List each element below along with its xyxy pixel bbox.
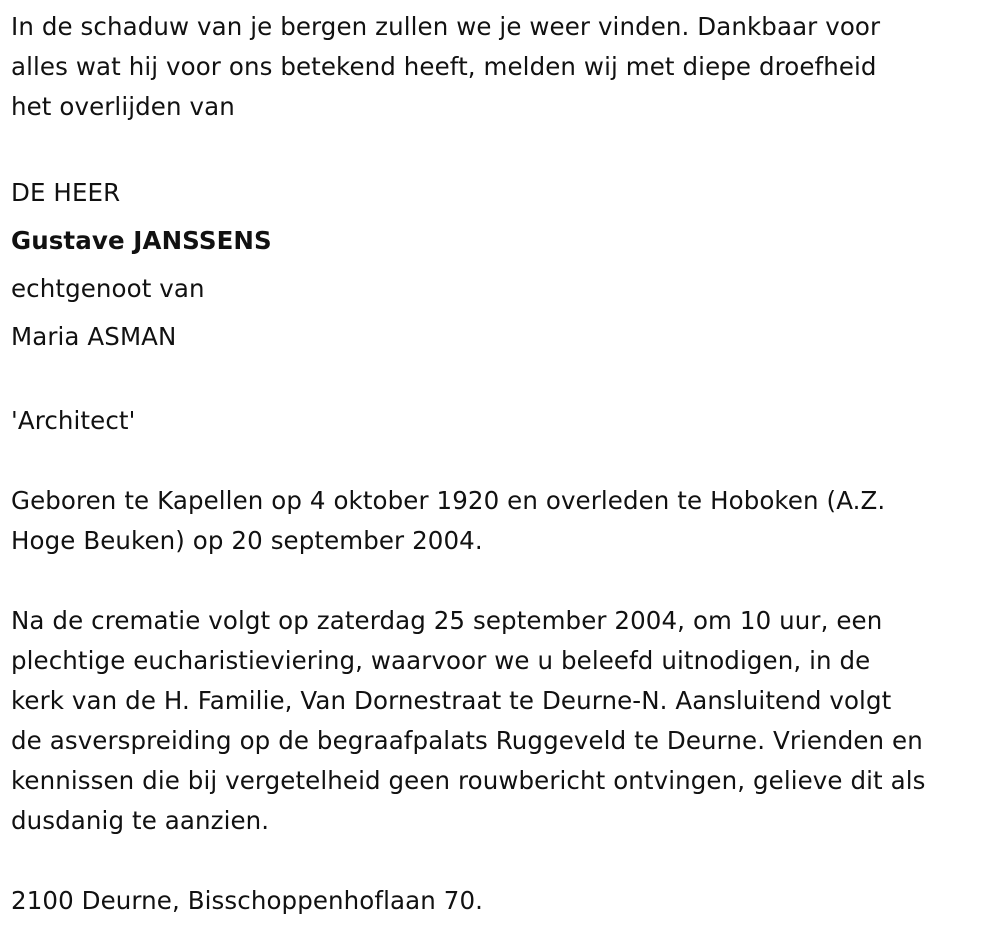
- ceremony-line: Na de crematie volgt op zaterdag 25 september 2004, om 10 uur, een: [11, 606, 883, 635]
- intro-line: alles wat hij voor ons betekend heeft, melden wij met diepe droefheid: [11, 52, 877, 81]
- ceremony-line: kennissen die bij vergetelheid geen rouwbericht ontvingen, gelieve dit als: [11, 766, 926, 795]
- birth-death-line: Hoge Beuken) op 20 september 2004.: [11, 526, 483, 555]
- address: 2100 Deurne, Bisschoppenhoflaan 70.: [11, 886, 484, 915]
- ceremony-line: kerk van de H. Familie, Van Dornestraat te Deurne-N. Aansluitend volgt: [11, 686, 892, 715]
- spacer: [11, 127, 996, 167]
- person-name: Gustave JANSSENS: [11, 226, 272, 255]
- spacer: [11, 841, 996, 881]
- person-title: DE HEER: [11, 178, 121, 207]
- spacer: [11, 441, 996, 481]
- ceremony-line: dusdanig te aanzien.: [11, 806, 270, 835]
- person-block: [11, 169, 996, 361]
- person-spouse: Maria ASMAN: [11, 322, 177, 351]
- spacer: [11, 361, 996, 401]
- person-relation: echtgenoot van: [11, 274, 205, 303]
- spacer: [11, 561, 996, 601]
- ceremony-line: de asverspreiding op de begraafpalats Ruggeveld te Deurne. Vrienden en: [11, 726, 923, 755]
- person-profession: 'Architect': [11, 406, 136, 435]
- intro-line: In de schaduw van je bergen zullen we je weer vinden. Dankbaar voor: [11, 12, 881, 41]
- ceremony-line: plechtige eucharistieviering, waarvoor we u beleefd uitnodigen, in de: [11, 646, 871, 675]
- intro-line: het overlijden van: [11, 92, 235, 121]
- obituary-document: [11, 0, 996, 921]
- birth-death-line: Geboren te Kapellen op 4 oktober 1920 en overleden te Hoboken (A.Z.: [11, 486, 886, 515]
